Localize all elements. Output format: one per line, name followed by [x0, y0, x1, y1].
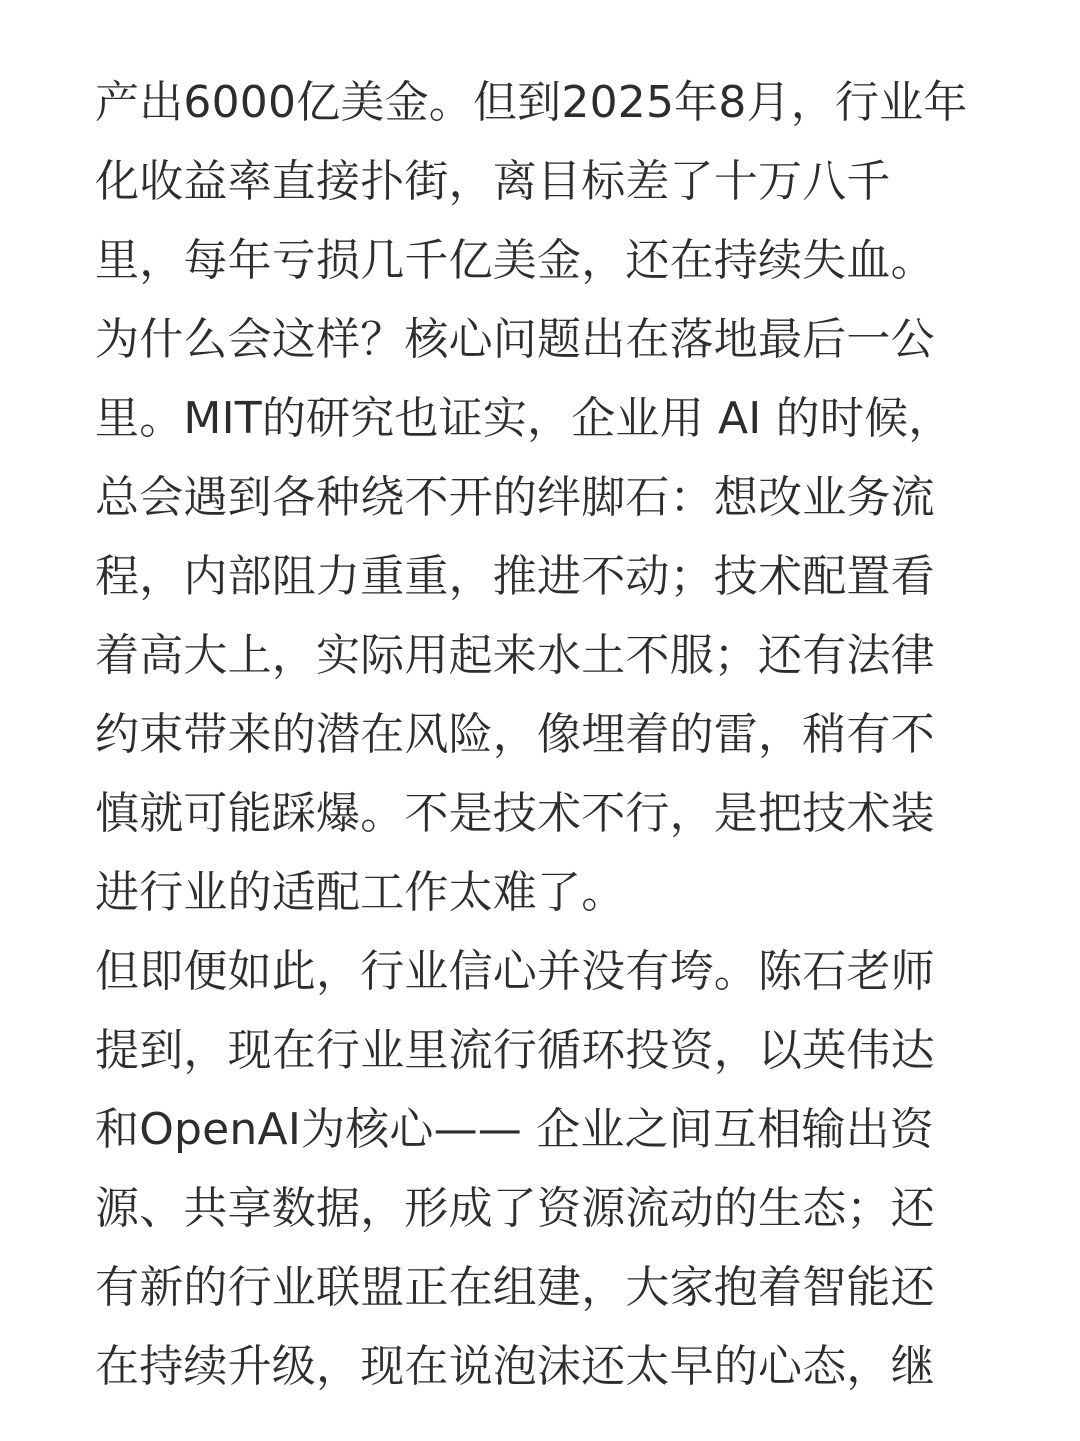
text-line: 化收益率直接扑街，离目标差了十万八千: [95, 156, 891, 207]
text-line: 总会遇到各种绕不开的绊脚石：想改业务流: [95, 472, 935, 523]
text-line: 和OpenAI为核心—— 企业之间互相输出资: [95, 1104, 934, 1155]
text-line: 在持续升级，现在说泡沫还太早的心态，继: [95, 1341, 935, 1392]
text-line: 里，每年亏损几千亿美金，还在持续失血。: [95, 235, 935, 286]
text-line: 着高大上，实际用起来水土不服；还有法律: [95, 630, 935, 681]
text-line: 进行业的适配工作太难了。: [95, 867, 626, 918]
text-line: 程，内部阻力重重，推进不动；技术配置看: [95, 551, 935, 602]
article-text: [95, 63, 990, 1406]
text-line: 有新的行业联盟正在组建，大家抱着智能还: [95, 1262, 935, 1313]
text-line: 里。MIT的研究也证实，企业用 AI 的时候，: [95, 393, 953, 444]
text-line: 约束带来的潜在风险，像埋着的雷，稍有不: [95, 709, 935, 760]
text-line: 产出6000亿美金。但到2025年8月，行业年: [95, 77, 968, 128]
text-line: 慎就可能踩爆。不是技术不行，是把技术装: [95, 788, 935, 839]
text-line: 为什么会这样？核心问题出在落地最后一公: [95, 314, 935, 365]
text-line: 但即便如此，行业信心并没有垮。陈石老师: [95, 946, 935, 997]
text-line: 提到，现在行业里流行循环投资，以英伟达: [95, 1025, 935, 1076]
text-line: 源、共享数据，形成了资源流动的生态；还: [95, 1183, 935, 1234]
